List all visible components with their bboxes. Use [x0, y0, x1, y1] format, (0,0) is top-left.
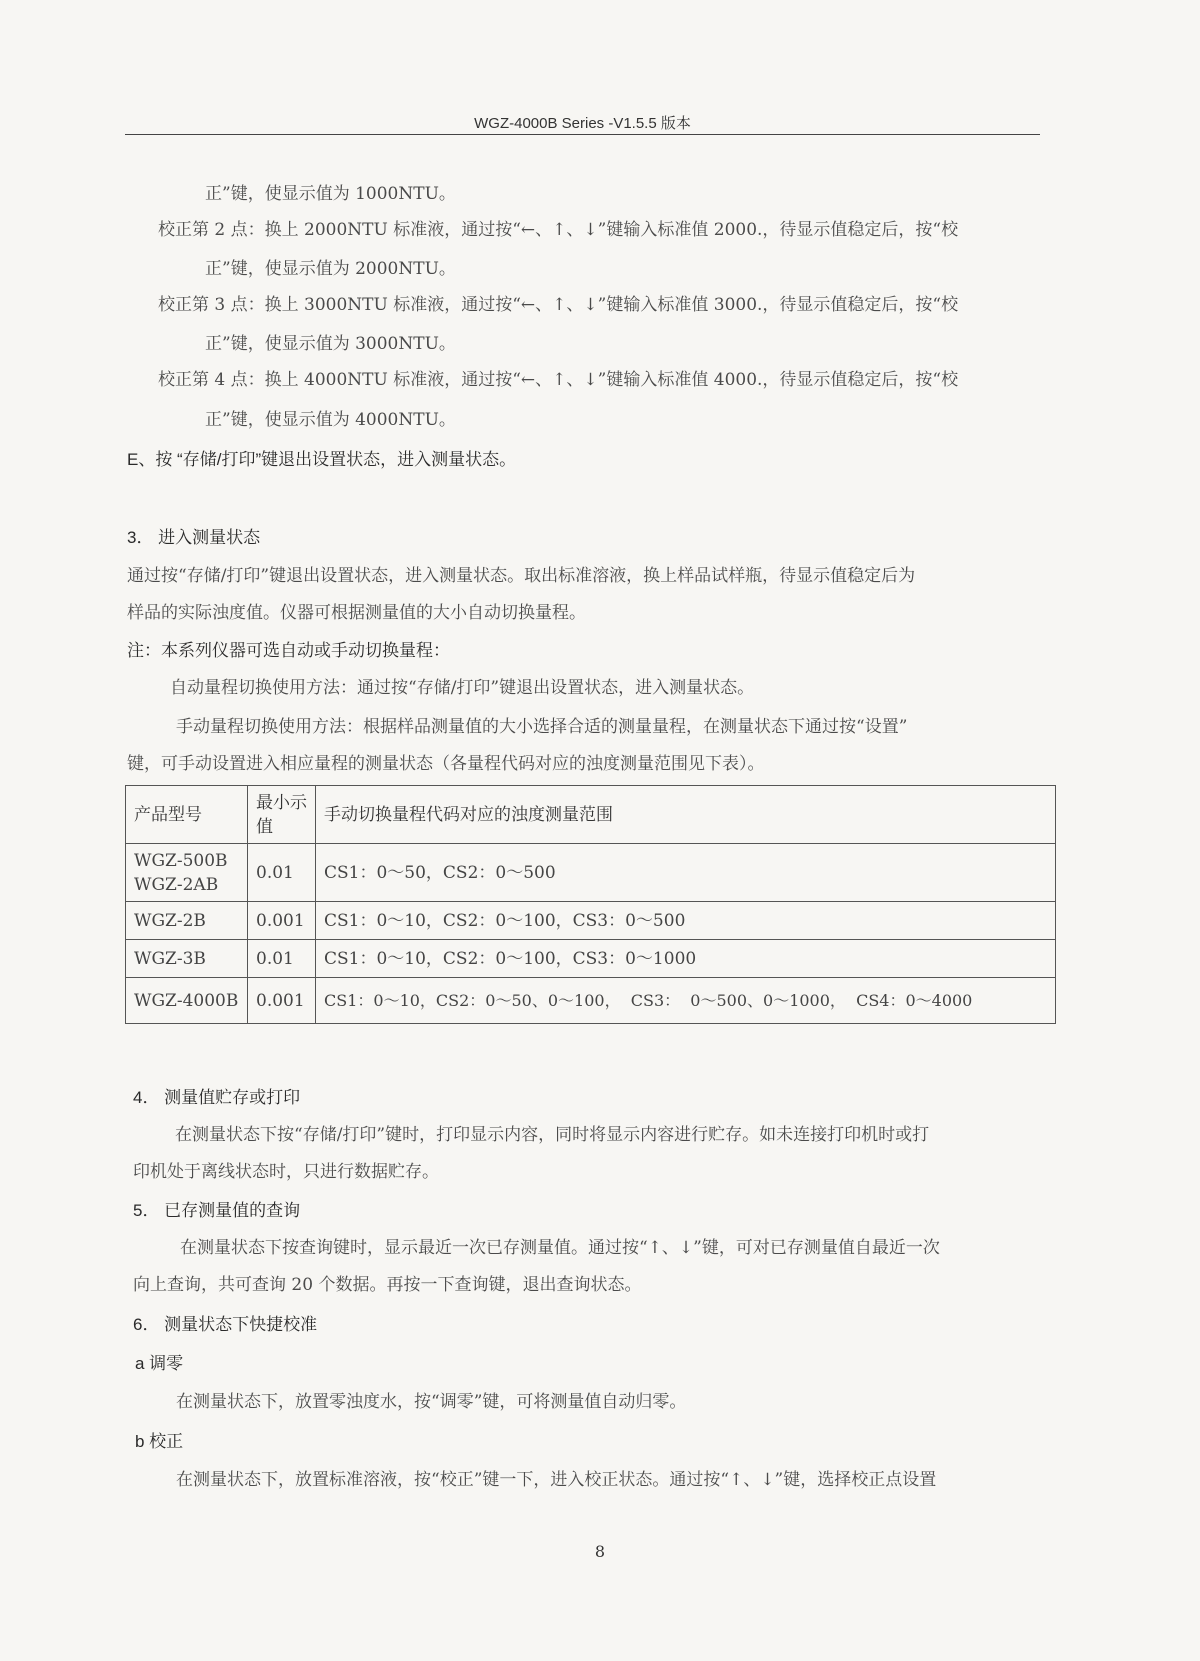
text-line: 自动量程切换使用方法：通过按“存储/打印”键退出设置状态，进入测量状态。: [170, 678, 755, 698]
step-e-line: E、按 “存储/打印”键退出设置状态，进入测量状态。: [127, 450, 517, 469]
text-line: 向上查询，共可查询 20 个数据。再按一下查询键，退出查询状态。: [133, 1275, 642, 1295]
text-line: 正”键，使显示值为 1000NTU。: [205, 184, 456, 204]
min-value-cell: 0.01: [248, 844, 316, 902]
range-cell: CS1：0～10，CS2：0～100，CS3：0～500: [316, 902, 1056, 940]
page-header: WGZ-4000B Series -V1.5.5 版本: [474, 115, 691, 132]
text-line: 在测量状态下按“存储/打印”键时，打印显示内容，同时将显示内容进行贮存。如未连接打印机时或打: [175, 1125, 930, 1145]
text-line: 手动量程切换使用方法：根据样品测量值的大小选择合适的测量量程，在测量状态下通过按“设置”: [176, 717, 908, 737]
range-cell: CS1：0～10，CS2：0～50、0～100， CS3： 0～500、0～1000， CS4：0～4000: [316, 978, 1056, 1024]
min-value-cell: 0.001: [248, 902, 316, 940]
page-number: 8: [594, 1542, 606, 1561]
table-row: [126, 902, 1056, 940]
table-header-cell: 最小示值: [248, 786, 316, 844]
model-cell: WGZ-3B: [126, 940, 248, 978]
min-value-cell: 0.001: [248, 978, 316, 1024]
range-cell: CS1：0～10，CS2：0～100，CS3：0～1000: [316, 940, 1056, 978]
text-line: 校正第 3 点：换上 3000NTU 标准液，通过按“←、↑、↓”键输入标准值 3000.，待显示值稳定后，按“校: [158, 295, 959, 315]
section-5-heading: 5． 已存测量值的查询: [133, 1201, 301, 1220]
subsection-b-heading: b 校正: [135, 1432, 184, 1451]
header-divider: [125, 134, 1040, 135]
text-line: 键，可手动设置进入相应量程的测量状态（各量程代码对应的浊度测量范围见下表）。: [127, 754, 765, 774]
table-header-row: [126, 786, 1056, 844]
model-cell: WGZ-2B: [126, 902, 248, 940]
subsection-a-heading: a 调零: [135, 1354, 184, 1373]
range-cell: CS1：0～50，CS2：0～500: [316, 844, 1056, 902]
text-line: 在测量状态下，放置零浊度水，按“调零”键，可将测量值自动归零。: [176, 1392, 687, 1412]
text-line: 正”键，使显示值为 3000NTU。: [205, 334, 456, 354]
text-line: 正”键，使显示值为 2000NTU。: [205, 259, 456, 279]
table-row: [126, 978, 1056, 1024]
text-line: 校正第 2 点：换上 2000NTU 标准液，通过按“←、↑、↓”键输入标准值 2000.，待显示值稳定后，按“校: [158, 220, 959, 240]
section-4-heading: 4． 测量值贮存或打印: [133, 1088, 301, 1107]
text-line: 正”键，使显示值为 4000NTU。: [205, 410, 456, 430]
section-3-heading: 3． 进入测量状态: [127, 528, 261, 547]
model-cell: WGZ-500B WGZ-2AB: [126, 844, 248, 902]
text-line: 印机处于离线状态时，只进行数据贮存。: [133, 1162, 439, 1182]
text-line: 校正第 4 点：换上 4000NTU 标准液，通过按“←、↑、↓”键输入标准值 4000.，待显示值稳定后，按“校: [158, 370, 959, 390]
text-line: 通过按“存储/打印”键退出设置状态，进入测量状态。取出标准溶液，换上样品试样瓶，待显示值稳定后为: [127, 566, 916, 586]
text-line: 样品的实际浊度值。仪器可根据测量值的大小自动切换量程。: [127, 603, 586, 623]
note-line: 注：本系列仪器可选自动或手动切换量程：: [127, 641, 450, 660]
table-row: [126, 844, 1056, 902]
table-header-cell: 手动切换量程代码对应的浊度测量范围: [316, 786, 1056, 844]
min-value-cell: 0.01: [248, 940, 316, 978]
text-line: 在测量状态下，放置标准溶液，按“校正”键一下，进入校正状态。通过按“↑、↓”键，选择校正点设置: [176, 1470, 937, 1490]
range-table: [125, 785, 1056, 1024]
section-6-heading: 6． 测量状态下快捷校准: [133, 1315, 318, 1334]
table-header-cell: 产品型号: [126, 786, 248, 844]
table-row: [126, 940, 1056, 978]
model-cell: WGZ-4000B: [126, 978, 248, 1024]
text-line: 在测量状态下按查询键时，显示最近一次已存测量值。通过按“↑、↓”键，可对已存测量值自最近一次: [180, 1238, 940, 1258]
